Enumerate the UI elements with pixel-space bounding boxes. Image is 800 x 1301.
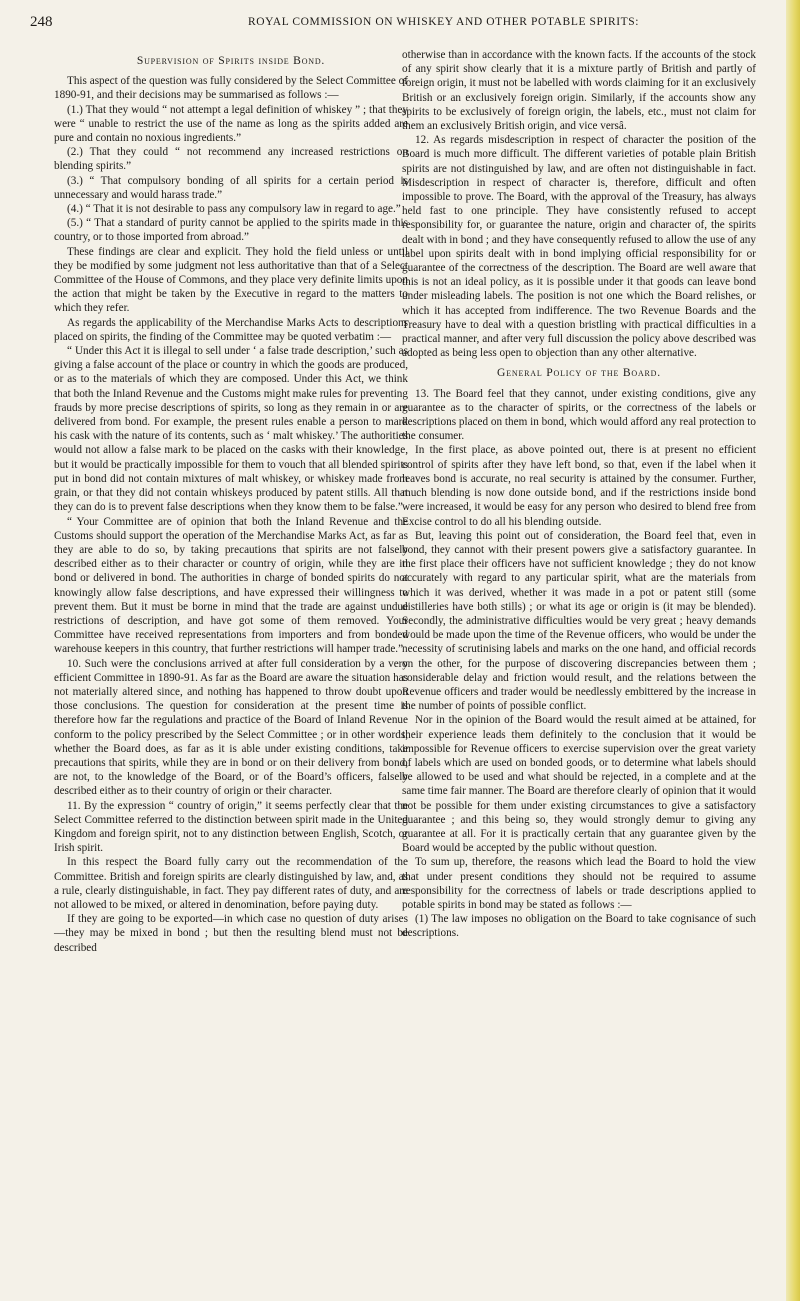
right-column [402,48,756,941]
paragraph: In the first place, as above pointed out, there is at present no efficient control of spirits after they have left bond, so that, even if the label when it leaves bond is accurate, no real security is attained by the consumer. Further, much blending is now done outside bond, and if the restrictions inside bond were increased, it would be easy for any person who desired to blend free from Excise control to do all his blending outside. [402,444,756,528]
section-heading-supervision: Supervision of Spirits inside Bond. [136,54,326,67]
left-column [54,48,408,955]
paragraph: (1) The law imposes no obligation on the Board to take cognisance of such descriptions. [402,913,756,940]
section-heading-general-policy: General Policy of the Board. [497,366,661,380]
paragraph: 10. Such were the conclusions arrived at after full consideration by a very efficient Committee in 1890-91. As far as the Board are aware the situation has not materially altered since, and nothing has happened to throw doubt upon those conclusions. The question for consideration at the present time is therefore how far the regulations and practice of the Board of Inland Revenue conform to the policy prescribed by the Select Committee ; or in other words, whether the Board does, as far as it is able under existing conditions, take precautions that spirits, while they are in bond or on their delivery from bond, are not, to the knowledge of the Board, or of the Board’s officers, falsely described either as to their country of origin or their character. [54,657,408,798]
paragraph: “ Your Committee are of opinion that both the Inland Revenue and the Customs should support the operation of the Merchandise Marks Act, as far as they are able to do so, by taking precautions that spirits are not falsely described either as to their character or country of origin, while they are in bond or delivered in bond. The authorities in charge of bonded spirits do not knowingly allow false descriptions, and have expressed their willingness to prevent them. But it must be borne in mind that the trade are against undue restrictions of description, and have got some of them removed. Your Committee have received representations from importers and from bonded warehouse keepers in this country, that further restrictions will hamper trade.” [54,515,408,656]
paragraph: (2.) That they could “ not recommend any increased restrictions on blending spirits.” [54,146,408,173]
paragraph: If they are going to be exported—in which case no question of duty arises—they may be mixed in bond ; but then the resulting blend must not be described [54,913,408,954]
running-head-title: ROYAL COMMISSION ON WHISKEY AND OTHER POTABLE SPIRITS: [248,16,640,28]
paragraph: This aspect of the question was fully considered by the Select Committee of 1890-91, and their decisions may be summarised as follows :— [54,75,408,102]
paragraph: (4.) “ That it is not desirable to pass any compulsory law in regard to age.” [67,203,401,216]
paragraph: “ Under this Act it is illegal to sell under ‘ a false trade description,’ such as giving a false account of the place or country in which the goods are produced, or as to the materials of which they are composed. Under this Act, we think that both the Inland Revenue and the Customs might make rules for preventing frauds by more precise descriptions of spirits, so long as they remain in or are delivered from bond. For example, the present rules enable a person to mark his cask with the nature of its contents, such as ‘ malt whiskey.’ The authorities would not allow a false mark to be placed on the casks with their knowledge, but it would be practically impossible for them to vouch that all blended spirits put in bond did not contain mixtures of malt whiskey, or whiskey made from grain, or that they did not contain whiskeys produced by patent stills. All that they can do is to prevent false descriptions when they know them to be false.” [54,345,408,514]
paragraph: Nor in the opinion of the Board would the result aimed at be attained, for their experience leads them definitely to the conclusion that it would be impossible for Revenue officers to exercise supervision over the great variety of labels which are used on bonded goods, or to determine what labels should be allowed to be used and what should be rejected, in a complete and at the same time fair manner. The Board are therefore clearly of opinion that it would not be possible for them under existing circumstances to give a satisfactory guarantee ; and this being so, they would strongly demur to giving any guarantee at all. For it is practically certain that any guarantee given by the Board would be accepted by the public without question. [402,714,756,855]
paragraph: (3.) “ That compulsory bonding of all spirits for a certain period is unnecessary and would harass trade.” [54,174,408,201]
running-head [30,14,770,34]
paragraph: otherwise than in accordance with the known facts. If the accounts of the stock of any spirit show clearly that it is a mixture partly of British and partly of foreign origin, it must not be labelled with words claiming for it an exclusively British or an exclusively foreign origin. Similarly, if the accounts show any spirits to be exclusively of foreign origin, the labels, etc., must not claim for them an exclusively British origin, and vice versâ. [402,49,756,133]
page-number: 248 [30,14,53,30]
page-edge-strip [786,0,800,1301]
paragraph: As regards the applicability of the Merchandise Marks Acts to descriptions placed on spirits, the finding of the Committee may be quoted verbatim :— [54,316,408,343]
paragraph: 13. The Board feel that they cannot, under existing conditions, give any guarantee as to the character of spirits, or the correctness of the labels or descriptions placed on them in bond, which would afford any real protection to the consumer. [402,387,756,443]
paragraph: 11. By the expression “ country of origin,” it seems perfectly clear that the Select Committee referred to the distinction between spirit made in the United Kingdom and foreign spirit, not to any distinction between English, Scotch, or Irish spirit. [54,799,408,855]
paragraph: (5.) “ That a standard of purity cannot be applied to the spirits made in this country, or to those imported from abroad.” [54,217,408,244]
paragraph: 12. As regards misdescription in respect of character the position of the Board is much more difficult. The different varieties of potable plain British spirits are not distinguished by law, and are often not distinguishable in fact. Misdescription in respect of character is, therefore, difficult and often impossible to prove. The Board, with the approval of the Treasury, has always held fast to one principle. They have consistently refused to accept responsibility for, or guarantee the nature, origin and character of, the spirits dealt with in bond ; and they have consequently refused to allow the use of any label upon spirits dealt with in bond implying official responsibility for or guarantee of the correctness of the description. The Board are well aware that this is not an ideal policy, as it is possible under it that goods can leave bond under misleading labels. The position is not one which the Board relishes, or which it has accepted from indifference. The two Revenue Boards and the Treasury have to deal with a question bristling with practical difficulties in a practical manner, and after very full discussion the policy above described was adopted as being less open to objection than any other alternative. [402,134,756,360]
paragraph: (1.) That they would “ not attempt a legal definition of whiskey ” ; that they were “ unable to restrict the use of the name as long as the spirits added are pure and contain no noxious ingredients.” [54,103,408,145]
paragraph: But, leaving this point out of consideration, the Board feel that, even in bond, they cannot with their present powers give a satisfactory guarantee. In the first place their officers have not sufficient knowledge ; they do not know accurately with regard to any particular spirit, what are the materials from which it was derived, whether it was made in a pot or patent still (some distilleries have both stills) ; or what its age or origin is (it may be blended). Secondly, the administrative difficulties would be very great ; heavy demands would be made upon the time of the Revenue officers, who would be under the necessity of scrutinising labels and marks on the one hand, and official records on the other, for the purpose of discovering discrepancies between them ; considerable delay and friction would result, and the relations between the Revenue officers and trader would be needlessly embittered by the increase in the number of points of possible conflict. [402,529,756,713]
paragraph: To sum up, therefore, the reasons which lead the Board to hold the view that under present conditions they should not be required to assume responsibility for the correctness of labels or trade descriptions applied to potable spirits in bond may be stated as follows :— [402,856,756,911]
paragraph: These findings are clear and explicit. They hold the field unless or until they be modified by some judgment not less authoritative than that of a Select Committee of the House of Commons, and they place very definite limits upon the action that might be taken by the Executive in regard to the matters to which they refer. [54,245,408,315]
paragraph: In this respect the Board fully carry out the recommendation of the Committee. British and foreign spirits are clearly distinguished by law, and, as a rule, clearly distinguishable, in fact. They pay different rates of duty, and are not allowed to be mixed, or altered in denomination, before paying duty. [54,856,408,911]
